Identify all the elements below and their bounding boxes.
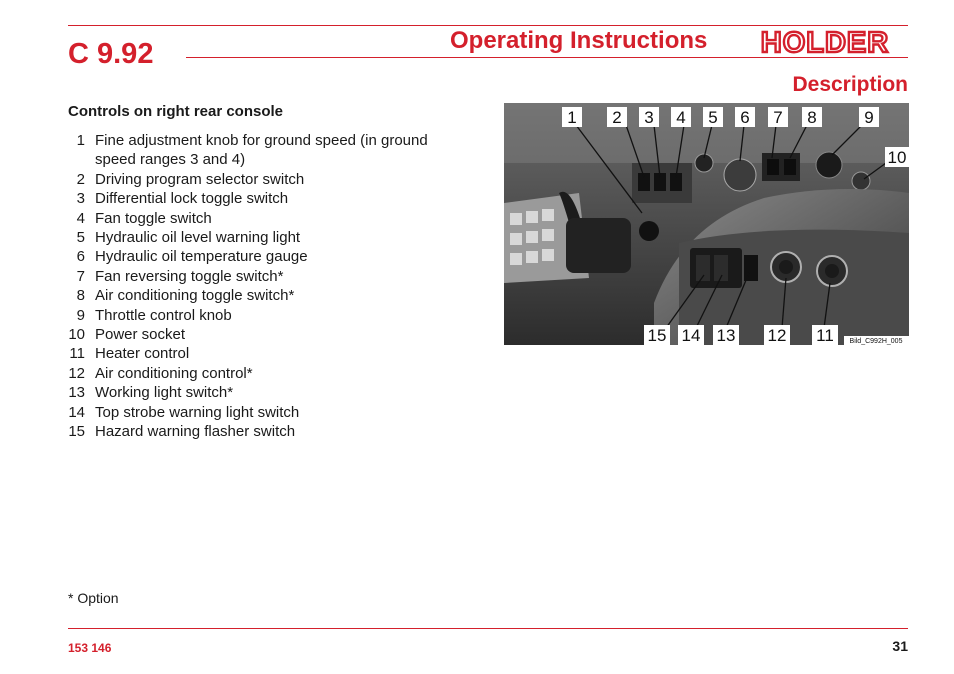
list-item bbox=[68, 383, 468, 402]
controls-list bbox=[68, 131, 468, 442]
joystick-boot bbox=[566, 218, 631, 273]
list-item bbox=[68, 344, 468, 363]
list-item bbox=[68, 364, 468, 383]
list-item bbox=[68, 306, 468, 325]
list-item bbox=[68, 422, 468, 441]
item-number: 8 bbox=[76, 287, 85, 305]
callout-9: 9 bbox=[864, 108, 874, 127]
holder-logo bbox=[748, 29, 902, 55]
list-item bbox=[68, 267, 468, 286]
item-number: 13 bbox=[68, 384, 85, 402]
callout-labels-right bbox=[885, 147, 909, 167]
callout-15: 15 bbox=[647, 326, 667, 345]
item-text: Hazard warning flasher switch bbox=[95, 423, 296, 441]
item-number: 2 bbox=[76, 170, 85, 188]
item-text: Hydraulic oil temperature gauge bbox=[95, 248, 308, 266]
list-item bbox=[68, 189, 468, 208]
photo-caption: Bild_C992H_005 bbox=[849, 338, 903, 345]
item-number: 1 bbox=[76, 132, 85, 149]
item-number: 9 bbox=[76, 306, 85, 324]
callout-11: 11 bbox=[816, 326, 834, 345]
list-item bbox=[68, 247, 468, 266]
logo-lettering: HOLDER bbox=[760, 29, 890, 55]
item-text: Power socket bbox=[95, 326, 186, 344]
callout-1: 1 bbox=[567, 108, 577, 127]
document-number: 153 146 bbox=[68, 641, 112, 655]
callout-6: 6 bbox=[740, 108, 750, 127]
item-text: Air conditioning control* bbox=[95, 364, 253, 382]
item-text: Working light switch* bbox=[95, 384, 234, 402]
item-text: Top strobe warning light switch bbox=[95, 403, 300, 421]
list-item bbox=[68, 209, 468, 228]
item-number: 4 bbox=[76, 209, 85, 227]
callout-8: 8 bbox=[807, 108, 817, 127]
callout-7: 7 bbox=[773, 108, 783, 127]
item-text: Heater control bbox=[95, 345, 190, 363]
item-text: Air conditioning toggle switch* bbox=[95, 287, 295, 305]
header-rule-middle bbox=[186, 57, 908, 58]
item-number: 15 bbox=[68, 423, 85, 441]
callout-5: 5 bbox=[708, 108, 718, 127]
item-text: Throttle control knob bbox=[95, 306, 232, 324]
item-number: 5 bbox=[76, 229, 85, 247]
callout-13: 13 bbox=[716, 326, 736, 345]
callout-2: 2 bbox=[612, 108, 622, 127]
callout-3: 3 bbox=[644, 108, 654, 127]
list-item bbox=[68, 403, 468, 422]
list-item bbox=[68, 228, 468, 247]
page-number: 31 bbox=[892, 638, 908, 654]
item-number: 6 bbox=[76, 248, 85, 266]
item-text: Hydraulic oil level warning light bbox=[95, 229, 301, 247]
item-text: Fine adjustment knob for ground speed (in ground speed ranges 3 and 4) bbox=[95, 132, 428, 169]
item-number: 12 bbox=[68, 364, 85, 382]
callout-10: 10 bbox=[887, 148, 907, 167]
item-number: 7 bbox=[76, 267, 85, 285]
console-photo bbox=[504, 103, 909, 345]
left-panel-buttons bbox=[510, 209, 554, 265]
item-number: 3 bbox=[76, 190, 85, 208]
item-text: Fan reversing toggle switch* bbox=[95, 267, 284, 285]
header-rule-top bbox=[68, 25, 908, 26]
document-title: Operating Instructions bbox=[450, 27, 708, 54]
item-number: 11 bbox=[69, 345, 85, 363]
throttle-knob bbox=[816, 152, 842, 178]
item-text: Differential lock toggle switch bbox=[95, 190, 289, 208]
item-text: Driving program selector switch bbox=[95, 170, 305, 188]
list-item bbox=[68, 170, 468, 189]
footnote: * Option bbox=[68, 590, 119, 606]
list-item bbox=[68, 325, 468, 344]
list-item bbox=[68, 131, 468, 170]
callout-12: 12 bbox=[767, 326, 787, 345]
fine-adjust-knob bbox=[639, 221, 659, 241]
item-number: 10 bbox=[68, 326, 85, 344]
list-item bbox=[68, 286, 468, 305]
item-text: Fan toggle switch bbox=[95, 209, 212, 227]
footer-rule bbox=[68, 628, 908, 629]
section-subtitle: Description bbox=[792, 73, 908, 96]
model-designation: C 9.92 bbox=[68, 38, 154, 70]
callout-14: 14 bbox=[681, 326, 701, 345]
section-heading: Controls on right rear console bbox=[68, 103, 284, 120]
item-number: 14 bbox=[68, 403, 85, 421]
callout-4: 4 bbox=[676, 108, 686, 127]
